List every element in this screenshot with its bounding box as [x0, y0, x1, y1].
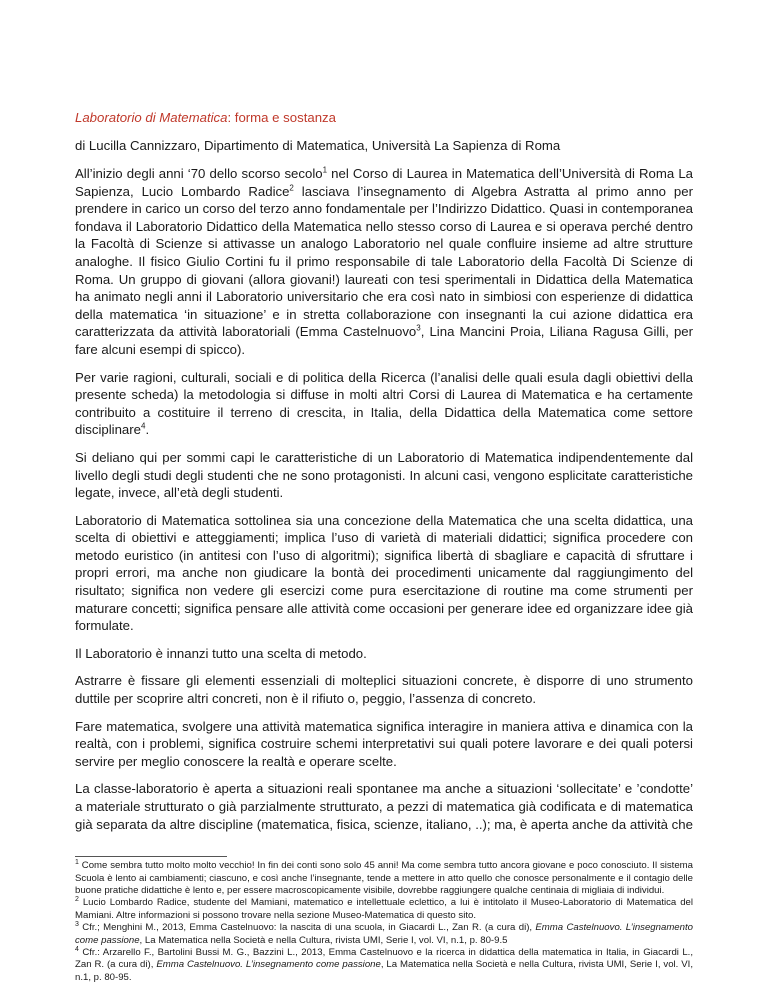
paragraph-8: La classe-laboratorio è aperta a situazioni reali spontanee ma anche a situazioni ‘sollecitate’ e ’condotte’ a materiale strutturato o già parzialmente strutturato, a pezzi di matematica già codificata e di matematica già separata da altre discipline (matematica, fisica, scienze, italiano, ..); ma, è aperta anche da attività che — [75, 781, 693, 832]
title-italic: Laboratorio di Matematica — [75, 110, 228, 125]
footnote-3: $^3$ Cfr.; Menghini M., 2013, Emma Castelnuovo: la nascita di una scuola, in Giacardi L., Zan R. (a cura di), Emma Castelnuovo. L’insegnamento come passione, La Matematica nella Società e nella Cultura, rivista UMI, Serie I, vol. VI, n.1, p. 80-9.5 — [75, 921, 693, 946]
footnote-ref-1[interactable]: 1 — [322, 165, 328, 175]
paragraph-1: All’inizio degli anni ‘70 dello scorso secolo$^1$ nel Corso di Laurea in Matematica dell’Università di Roma La Sapienza, Lucio Lombardo Radice$^2$ lasciava l’insegnamento di Algebra Astratta al primo anno per prendere in carico un corso del terzo anno fondamentale per l’Indirizzo Didattico. Quasi in contemporanea fondava il Laboratorio Didattico della Matematica nello stesso corso di Laurea e si operava perché dentro la Facoltà di Scienze si attivasse un analogo Laboratorio nel quale confluire insieme ad altre strutture analoghe. Il fisico Giulio Cortini fu il primo responsabile di tale Laboratorio della Facoltà Di Scienze di Roma. Un gruppo di giovani (allora giovani!) laureati con tesi sperimentali in Didattica della Matematica ha animato negli anni il Laboratorio universitario che era così nato in simbiosi con esperienze di didattica della matematica ‘in situazione’ e in stretta collaborazione con insegnanti la cui azione didattica era caratterizzata da attività laboratoriali (Emma Castelnuovo$^3$, Lina Mancini Proia, Liliana Ragusa Gilli, per fare alcuni esempi di spicco). — [75, 165, 694, 357]
author-byline: di Lucilla Cannizzaro, Dipartimento di Matematica, Università La Sapienza di Roma — [75, 138, 561, 153]
paragraph-2: Per varie ragioni, culturali, sociali e di politica della Ricerca (l’analisi delle quali esula dagli obiettivi della presente scheda) la metodologia si diffuse in molti altri Corsi di Laurea di Matematica e ha certamente contribuito a costituire il terreno di crescita, in Italia, della Didattica della Matematica come settore disciplinare$^4$. — [75, 369, 693, 438]
footnote-ref-4[interactable]: 4 — [140, 421, 146, 431]
paragraph-4: Laboratorio di Matematica sottolinea sia una concezione della Matematica che una scelta didattica, una scelta di obiettivi e atteggiamenti; implica l’uso di varietà di materiali didattici; significa procedere con metodo euristico (in antitesi con l’uso di algoritmi); significa libertà di sbagliare e capacità di sfruttare i propri errori, ma anche non giudicare la bontà dei procedimenti unicamente dal raggiungimento del risultato; significa non vedere gli esercizi come pura esercitazione di routine ma come strumenti per maturare concetti; significa pensare alle attività come occasioni per generare idee ed organizzare idee già formulate. — [75, 512, 693, 634]
footnote-separator — [75, 856, 227, 857]
paragraph-3: Si deliano qui per sommi capi le caratteristiche di un Laboratorio di Matematica indipendentemente dal livello degli studi degli studenti che ne sono protagonisti. In alcuni casi, vengono esplicitate caratteristiche legate, invece, all’età degli studenti. — [75, 449, 693, 501]
title-rest: : forma e sostanza — [227, 110, 336, 125]
footnote-ref-3[interactable]: 3 — [416, 323, 421, 333]
footnote-1: $^1$ Come sembra tutto molto molto vecchio! In fin dei conti sono solo 45 anni! Ma come sembra tutto ancora giovane e poco conosciuto. Il sistema Scuola è lento ai cambiamenti; ciascuno, e così anche l’insegnante, tende a mettere in atto quello che conosce personalmente e il contagio delle buone pratiche didattiche è lento e, per essere macroscopicamente visibile, dovrebbe raggiungere qualche centinaia di migliaia di individui. — [75, 859, 693, 896]
paragraph-6: Astrarre è fissare gli elementi essenziali di molteplici situazioni concrete, è disporre di uno strumento duttile per scoprire altri concreti, non è il rifiuto o, peggio, l’assenza di concreto. — [75, 673, 693, 707]
document-title — [75, 109, 693, 126]
footnote-ref-2[interactable]: 2 — [289, 183, 294, 193]
document-page — [75, 109, 693, 984]
paragraph-5: Il Laboratorio è innanzi tutto una scelta di metodo. — [75, 645, 367, 661]
footnote-2: $^2$ Lucio Lombardo Radice, studente del Mamiani, matematico e intellettuale eclettico, a lui è intitolato il Museo-Laboratorio di Matematica del Mamiani. Altre informazioni si possono trovare nella sezione Museo-Matematica di questo sito. — [75, 896, 693, 921]
footnote-4: $^4$ Cfr.: Arzarello F., Bartolini Bussi M. G., Bazzini L., 2013, Emma Castelnuovo e la ricerca in didattica della matematica in Italia, in Giacardi L., Zan R. (a cura di), Emma Castelnuovo. L’insegnamento come passione, La Matematica nella Società e nella Cultura, rivista UMI, Serie I, vol. VI, n.1, p. 80-95. — [75, 945, 694, 983]
paragraph-7: Fare matematica, svolgere una attività matematica significa interagire in maniera attiva e dinamica con la realtà, con i problemi, significa costruire schemi interpretativi sui quali potere lavorare e dei quali potersi servire per meglio conoscere la realtà e operare scelte. — [75, 718, 693, 769]
